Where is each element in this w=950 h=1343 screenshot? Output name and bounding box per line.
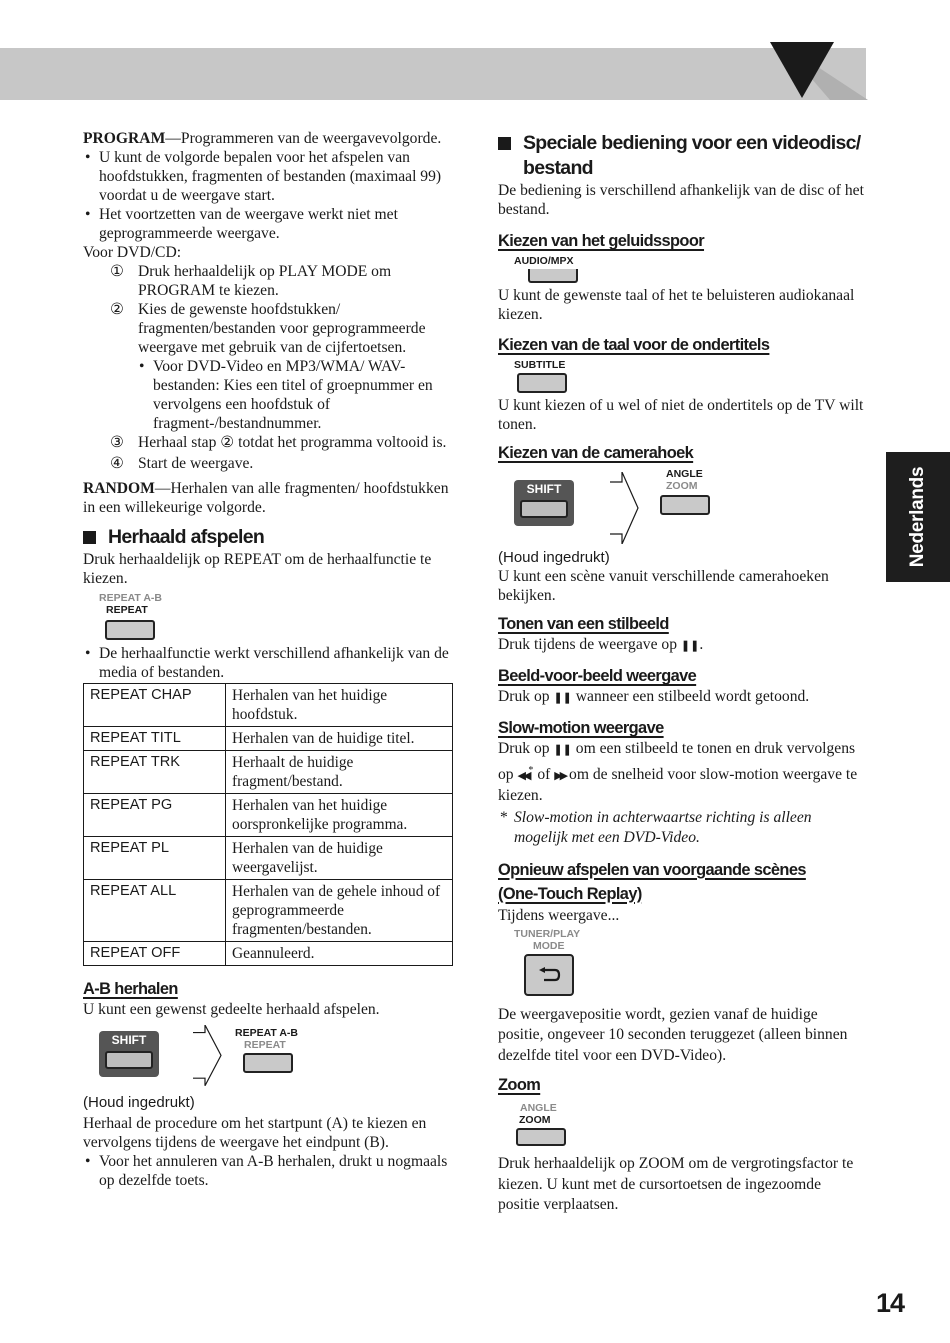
subtitle-button-group <box>514 359 866 393</box>
pause-icon: ❚❚ <box>553 692 572 704</box>
replay-arrow-icon <box>536 967 562 983</box>
angle-label: ANGLE <box>520 1102 557 1115</box>
shift-key[interactable]: SHIFT <box>514 480 574 526</box>
repeat-ab-label: REPEAT A-B <box>99 592 162 604</box>
ab-heading: A-B herhalen <box>83 980 178 998</box>
table-row <box>84 751 453 794</box>
table-row <box>84 880 453 942</box>
slow-text: Druk op ❚❚ om een stilbeeld te tonen en druk vervolgens op ◀◀* of ▶▶ om de snelheid voor slow-motion weergave te kiezen. <box>498 740 858 805</box>
replay-intro: Tijdens weergave... <box>498 906 620 924</box>
angle-button[interactable] <box>660 495 710 515</box>
angle-hold-note: (Houd ingedrukt) <box>498 549 610 566</box>
repeat-mode-description: Herhalen van het huidige oorspronkelijke programma. <box>226 794 453 837</box>
subtitle-button[interactable] <box>517 373 567 393</box>
ab-hold-note: (Houd ingedrukt) <box>83 1094 195 1111</box>
still-text: Druk tijdens de weergave op ❚❚. <box>498 636 704 653</box>
slow-note: * Slow-motion in achterwaartse richting is alleen mogelijk met een DVD-Video. <box>498 808 866 849</box>
table-row <box>84 942 453 966</box>
mode-label: MODE <box>533 939 565 952</box>
audio-mpx-label: AUDIO/MPX <box>514 255 574 267</box>
zoom-button-group <box>516 1102 866 1146</box>
repeat-ab-button[interactable] <box>243 1053 293 1073</box>
subtitle-label: SUBTITLE <box>514 359 566 371</box>
video-intro: De bediening is verschillend afhankelijk van de disc of het bestand. <box>498 182 864 218</box>
table-row <box>84 727 453 751</box>
zoom-text: Druk herhaaldelijk op ZOOM om de vergrotingsfactor te kiezen. U kunt met de cursortoetsen de ingezoomde positie verplaatsen. <box>498 1155 854 1214</box>
angle-text: U kunt een scène vanuit verschillende camerahoeken bekijken. <box>498 568 829 604</box>
arrow-right-icon <box>191 1025 223 1089</box>
program-step: ④ Start de weergave. <box>110 455 254 472</box>
table-row <box>84 794 453 837</box>
program-step: ② Kies de gewenste hoofdstukken/ fragmenten/bestanden voor geprogrammeerde weergave met gebruik van de cijfertoetsen. <box>110 301 426 356</box>
language-tab-label: Nederlands <box>907 466 928 568</box>
replay-heading: Opnieuw afspelen van voorgaande scènes (One-Touch Replay) <box>498 860 806 903</box>
right-column <box>498 129 866 1216</box>
repeat-mode-key: REPEAT TITL <box>84 727 226 751</box>
table-row <box>84 837 453 880</box>
program-sub-bullet: • Voor DVD-Video en MP3/WMA/ WAV-bestanden: Kies een titel of groepnummer en vervolgens een hoofdstuk of fragment-/bestandnummer. <box>83 357 455 433</box>
repeat-mode-key: REPEAT PG <box>84 794 226 837</box>
zoom-label: ZOOM <box>519 1114 551 1127</box>
corner-triangle-icon <box>770 42 870 102</box>
program-step: ① Druk herhaaldelijk op PLAY MODE om PROGRAM te kiezen. <box>110 263 392 299</box>
zoom-button[interactable] <box>516 1128 566 1146</box>
audio-mpx-button[interactable] <box>528 269 578 283</box>
ab-intro: U kunt een gewenst gedeelte herhaald afspelen. <box>83 1001 380 1018</box>
repeat-mode-key: REPEAT TRK <box>84 751 226 794</box>
program-bullet: • U kunt de volgorde bepalen voor het afspelen van hoofdstukken, fragmenten of bestanden (maximaal 99) voordat u de weergave start. <box>83 148 455 205</box>
rewind-icon: ◀◀ <box>517 769 529 782</box>
frame-heading: Beeld-voor-beeld weergave <box>498 667 697 685</box>
still-heading: Tonen van een stilbeeld <box>498 615 669 633</box>
program-bullet: • Het voortzetten van de weergave werkt niet met geprogrammeerde weergave. <box>83 205 455 243</box>
subtitle-text: U kunt kiezen of u wel of niet de ondertitels op de TV wilt tonen. <box>498 397 864 433</box>
shift-button[interactable] <box>105 1051 153 1069</box>
shift-button[interactable] <box>520 500 568 518</box>
section-heading-video: Speciale bediening voor een videodisc/ bestand <box>498 131 866 181</box>
left-column <box>83 129 455 1190</box>
square-bullet-icon <box>498 137 511 150</box>
repeat-mode-key: REPEAT CHAP <box>84 684 226 727</box>
repeat-label: REPEAT <box>106 604 148 616</box>
repeat-button[interactable] <box>105 620 155 640</box>
page-number: 14 <box>876 1288 905 1318</box>
repeat-table <box>83 683 453 966</box>
ab-button-group <box>83 1027 455 1089</box>
shift-key[interactable]: SHIFT <box>99 1031 159 1077</box>
section-heading-repeat: Herhaald afspelen <box>83 525 455 550</box>
angle-button-group <box>498 468 866 548</box>
arrow-right-icon <box>608 472 640 544</box>
table-row <box>84 684 453 727</box>
pause-icon: ❚❚ <box>680 640 700 652</box>
repeat-mode-description: Geannuleerd. <box>226 942 453 966</box>
repeat-mode-description: Herhalen van het huidige hoofdstuk. <box>226 684 453 727</box>
language-tab <box>886 452 950 582</box>
header-bar <box>0 48 866 100</box>
repeat-mode-key: REPEAT OFF <box>84 942 226 966</box>
pause-icon: ❚❚ <box>553 744 572 756</box>
frame-text: Druk op ❚❚ wanneer een stilbeeld wordt getoond. <box>498 688 810 705</box>
repeat-mode-description: Herhalen van de gehele inhoud of geprogrammeerde fragmenten/bestanden. <box>226 880 453 942</box>
program-intro: PROGRAM—Programmeren van de weergavevolgorde. <box>83 130 442 147</box>
angle-heading: Kiezen van de camerahoek <box>498 444 694 462</box>
for-dvd-label: Voor DVD/CD: <box>83 244 182 261</box>
repeat-mode-description: Herhalen van de huidige weergavelijst. <box>226 837 453 880</box>
one-touch-replay-button[interactable] <box>524 954 574 996</box>
tuner-play-label: TUNER/PLAY <box>514 927 581 940</box>
fast-forward-icon: ▶▶ <box>554 769 566 782</box>
slow-heading: Slow-motion weergave <box>498 719 664 737</box>
repeat-bullet: • De herhaalfunctie werkt verschillend afhankelijk van de media of bestanden. <box>83 644 455 682</box>
ab-bullet: • Voor het annuleren van A-B herhalen, drukt u nogmaals op dezelfde toets. <box>83 1152 455 1190</box>
repeat-button-group <box>99 592 169 640</box>
replay-button-group <box>514 928 594 996</box>
angle-key: ANGLE ZOOM <box>660 468 710 515</box>
repeat-intro: Druk herhaaldelijk op REPEAT om de herhaalfunctie te kiezen. <box>83 551 432 587</box>
repeat-ab-key: REPEAT A-B REPEAT <box>235 1027 298 1073</box>
ab-text: Herhaal de procedure om het startpunt (A) te kiezen en vervolgens tijdens de weergave het eindpunt (B). <box>83 1115 427 1151</box>
repeat-mode-description: Herhalen van de huidige titel. <box>226 727 453 751</box>
program-step: ③ Herhaal stap ② totdat het programma voltooid is. <box>110 434 447 451</box>
repeat-mode-key: REPEAT PL <box>84 837 226 880</box>
repeat-mode-description: Herhaalt de huidige fragment/bestand. <box>226 751 453 794</box>
audio-text: U kunt de gewenste taal of het te beluisteren audiokanaal kiezen. <box>498 287 855 323</box>
square-bullet-icon <box>83 531 96 544</box>
subtitle-heading: Kiezen van de taal voor de ondertitels <box>498 336 770 354</box>
zoom-heading: Zoom <box>498 1076 541 1095</box>
audio-heading: Kiezen van het geluidsspoor <box>498 232 705 250</box>
replay-text: De weergavepositie wordt, gezien vanaf de huidige positie, ongeveer 10 seconden teruggezet (alleen binnen dezelfde titel voor een DVD-Video). <box>498 1005 848 1064</box>
random-text: RANDOM—Herhalen van alle fragmenten/ hoofdstukken in een willekeurige volgorde. <box>83 480 449 516</box>
audio-button-group <box>514 255 866 283</box>
repeat-mode-key: REPEAT ALL <box>84 880 226 942</box>
